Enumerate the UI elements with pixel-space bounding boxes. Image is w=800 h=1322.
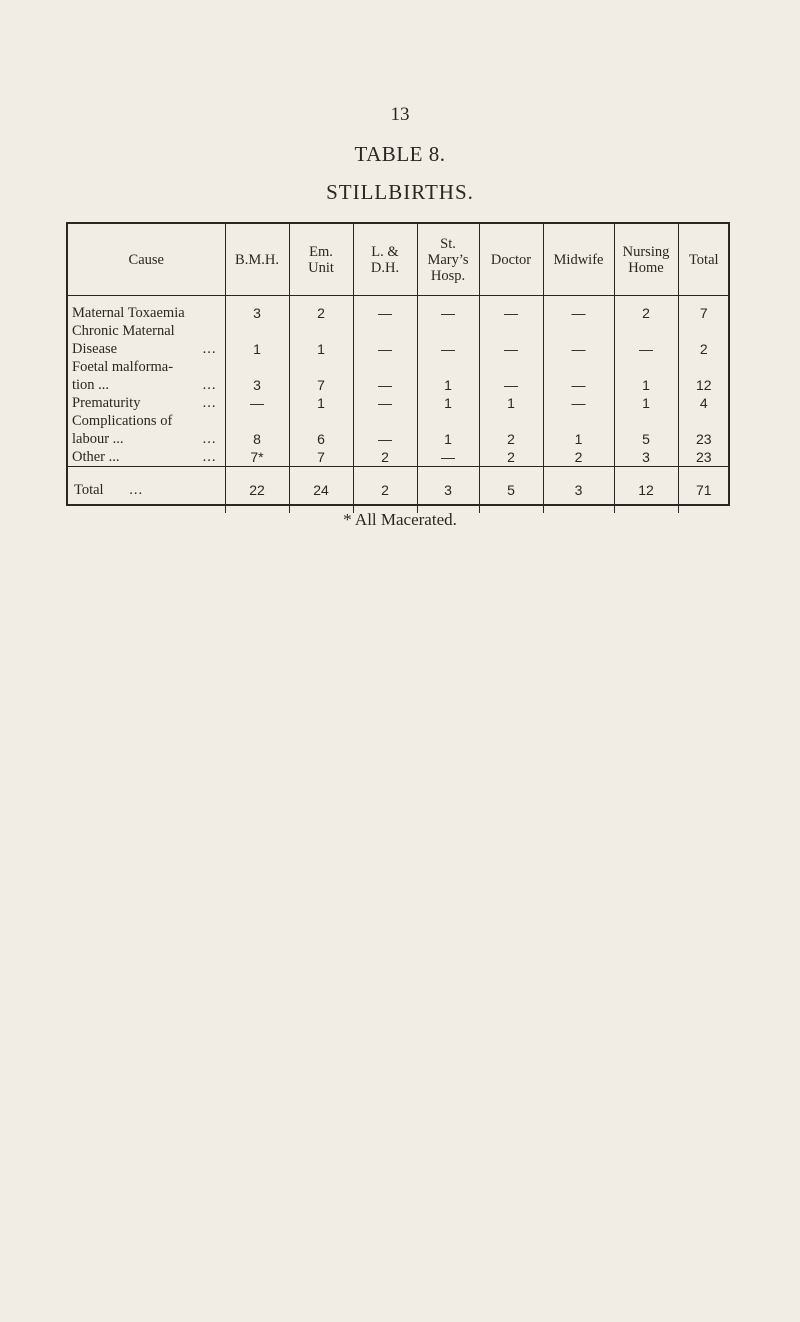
body-row — [68, 296, 729, 467]
total-cell: 24 — [289, 467, 353, 514]
cause-text: labour ... — [72, 431, 124, 447]
spacer-line — [679, 322, 730, 340]
table-cell: 1 — [253, 341, 261, 357]
table-cell: 3 — [253, 377, 261, 393]
table-subtitle: STILLBIRTHS. — [326, 180, 474, 204]
value-column — [353, 296, 417, 467]
value-column — [479, 296, 543, 467]
cause-text: Chronic Maternal — [72, 323, 175, 339]
spacer-line — [615, 412, 678, 430]
spacer-line — [418, 358, 479, 376]
cause-line — [72, 412, 225, 430]
spacer-line — [480, 358, 543, 376]
table-cell: 12 — [695, 377, 712, 393]
table-cell: 8 — [253, 431, 261, 447]
table-cell: — — [378, 431, 392, 447]
column-header-line: Home — [628, 259, 664, 276]
cause-line — [72, 394, 225, 412]
table-title: TABLE 8. — [354, 142, 446, 166]
column-header-line: Unit — [308, 259, 334, 276]
spacer-line — [679, 412, 730, 430]
total-cell: 12 — [614, 467, 678, 514]
table-cell: 1 — [642, 395, 650, 411]
table-cell: — — [639, 341, 653, 357]
table-cell: 7 — [699, 305, 708, 321]
cause-text: Other ... — [72, 449, 120, 465]
table-cell: 1 — [642, 377, 650, 393]
column-header-line: Em. — [309, 243, 333, 260]
table-cell: 1 — [444, 377, 452, 393]
table-cell: 3 — [642, 449, 650, 465]
table-cell: 2 — [317, 305, 325, 321]
table-cell: 23 — [695, 449, 712, 465]
column-header — [479, 224, 543, 296]
column-header-line: St. — [440, 235, 456, 252]
table-cell: — — [441, 341, 455, 357]
table-cell: 7 — [317, 449, 325, 465]
spacer-line — [290, 412, 353, 430]
spacer-line — [615, 322, 678, 340]
total-label-text: Total — [74, 481, 104, 498]
table-cell: — — [571, 377, 586, 393]
spacer-line — [290, 322, 353, 340]
column-header — [417, 224, 479, 296]
stillbirths-table — [66, 222, 730, 506]
cause-text: tion ... — [72, 377, 110, 393]
spacer-line — [544, 358, 614, 376]
column-header-line: Doctor — [490, 251, 532, 268]
total-cell: 5 — [479, 467, 543, 514]
spacer-line — [226, 322, 289, 340]
table-cell: — — [250, 395, 264, 411]
cause-line — [72, 376, 225, 394]
column-header-line: Mary’s — [427, 251, 469, 268]
table-cell: — — [441, 449, 455, 465]
table-cell: 2 — [642, 305, 650, 321]
column-header-line: Nursing — [622, 243, 670, 260]
cause-column — [68, 296, 225, 467]
cause-line — [72, 322, 225, 340]
table-cell: 2 — [507, 449, 515, 465]
page-number: 13 — [390, 104, 410, 125]
value-column — [417, 296, 479, 467]
total-label — [68, 467, 225, 514]
cause-text: Complications of — [72, 413, 173, 429]
spacer-line — [544, 412, 614, 430]
table-cell: — — [378, 377, 392, 393]
total-cell: 2 — [353, 467, 417, 514]
cause-dots: ... — [202, 377, 217, 393]
cause-line — [72, 430, 225, 448]
cause-line — [72, 304, 225, 322]
spacer-line — [418, 322, 479, 340]
column-header — [289, 224, 353, 296]
table-cell: — — [571, 341, 586, 357]
cause-text: Maternal Toxaemia — [72, 305, 185, 321]
table-cell: 2 — [574, 449, 583, 465]
table-cell: 1 — [444, 395, 452, 411]
table-cell: — — [378, 341, 392, 357]
column-header-line: L. & — [371, 243, 399, 260]
cause-dots: ... — [202, 341, 217, 357]
cause-text: Foetal malforma- — [72, 359, 174, 375]
column-header — [614, 224, 678, 296]
table-cell: 4 — [699, 395, 708, 411]
cause-line — [72, 358, 225, 376]
table-cell: — — [571, 395, 586, 411]
table-cell: 1 — [574, 431, 583, 447]
footnote: * All Macerated. — [343, 510, 457, 529]
column-header-line: B.M.H. — [235, 251, 279, 268]
total-cell: 22 — [225, 467, 289, 514]
table-cell: 5 — [642, 431, 650, 447]
table-cell: — — [441, 305, 455, 321]
cause-text: Disease — [72, 341, 118, 357]
spacer-line — [226, 358, 289, 376]
table-cell: 23 — [695, 431, 712, 447]
column-header-line: Cause — [128, 251, 164, 268]
cause-line — [72, 448, 225, 466]
spacer-line — [226, 412, 289, 430]
spacer-line — [354, 412, 417, 430]
cause-dots: ... — [202, 395, 217, 411]
table-cell: 2 — [507, 431, 515, 447]
total-cell: 71 — [678, 467, 729, 514]
column-header — [678, 224, 729, 296]
table-cell: — — [504, 341, 518, 357]
cause-dots: ... — [202, 431, 217, 447]
spacer-line — [354, 358, 417, 376]
value-column — [678, 296, 729, 467]
cause-line — [72, 340, 225, 358]
table-cell: 7* — [250, 449, 264, 465]
column-header — [543, 224, 614, 296]
spacer-line — [679, 358, 730, 376]
column-header-line: Total — [688, 251, 719, 268]
spacer-line — [480, 322, 543, 340]
table-cell: 1 — [317, 395, 325, 411]
table-cell: — — [571, 305, 586, 321]
total-cell: 3 — [417, 467, 479, 514]
value-column — [225, 296, 289, 467]
table-cell: 1 — [507, 395, 515, 411]
column-header-line: D.H. — [370, 259, 400, 276]
table-cell: — — [504, 377, 518, 393]
spacer-line — [544, 322, 614, 340]
column-header — [225, 224, 289, 296]
spacer-line — [354, 322, 417, 340]
value-column — [543, 296, 614, 467]
table-cell: 2 — [699, 341, 708, 357]
value-column — [289, 296, 353, 467]
cause-dots: ... — [202, 449, 217, 465]
value-column — [614, 296, 678, 467]
total-cell: 3 — [543, 467, 614, 514]
spacer-line — [290, 358, 353, 376]
table-cell: 2 — [381, 449, 389, 465]
total-label-dots: ... — [129, 481, 144, 498]
cause-text: Prematurity — [72, 395, 141, 411]
total-row — [68, 467, 729, 514]
spacer-line — [615, 358, 678, 376]
table-cell: — — [504, 305, 518, 321]
table-cell: — — [378, 395, 392, 411]
column-header-line: Midwife — [553, 251, 604, 268]
spacer-line — [418, 412, 479, 430]
column-header — [353, 224, 417, 296]
table-cell: 7 — [317, 377, 325, 393]
column-header-line: Hosp. — [430, 267, 466, 284]
table-cell: — — [378, 305, 392, 321]
column-header — [68, 224, 225, 296]
table-cell: 3 — [253, 305, 261, 321]
spacer-line — [480, 412, 543, 430]
table-cell: 1 — [444, 431, 452, 447]
header-row — [68, 224, 729, 296]
table-cell: 6 — [317, 431, 325, 447]
table-cell: 1 — [317, 341, 325, 357]
